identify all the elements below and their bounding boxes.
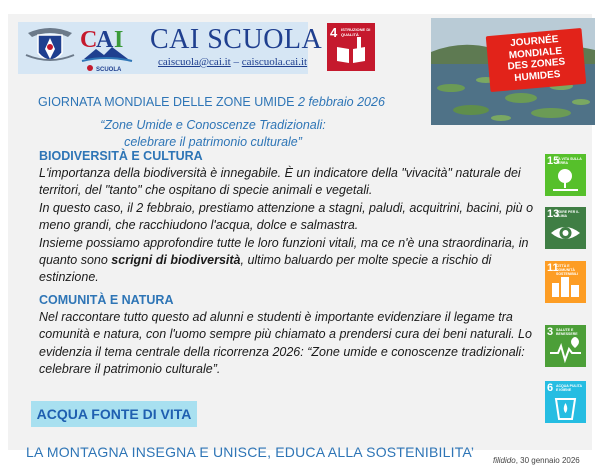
sdg-3-badge	[545, 325, 586, 367]
sdg-6-badge	[545, 381, 586, 423]
svg-text:I: I	[114, 27, 124, 53]
author-name: filidido	[493, 456, 516, 465]
svg-text:A: A	[96, 27, 114, 53]
highlight-text: scrigni di biodiversità	[111, 253, 241, 268]
sdg-number: 15	[547, 155, 560, 167]
event-title	[38, 95, 385, 109]
site-link[interactable]: caiscuola.cai.it	[241, 56, 308, 68]
contact-line	[158, 56, 307, 68]
paragraph: L'importanza della biodiversità è innegabile. È un indicatore della "vivacità" naturale dei territori, del "tanto" che ospitano di specie animali e vegetali.	[39, 166, 521, 198]
section-heading-community: COMUNITÀ E NATURA	[39, 293, 174, 307]
sdg-4-number: 4	[330, 25, 338, 40]
water-drop-icon	[545, 381, 586, 423]
book-pencil-icon	[327, 23, 375, 71]
event-theme-quote	[78, 117, 348, 151]
paragraph-text: Insieme possiamo approfondire tutte le loro funzioni vitali, ma ce n'è una straordinaria, in quanto sono	[39, 235, 529, 268]
email-link[interactable]: caiscuola@cai.it	[158, 56, 231, 68]
email-separator: –	[230, 56, 242, 68]
sdg-label: LA VITA SULLA TERRA	[556, 157, 582, 166]
badge-line-3: DES ZONES	[507, 56, 566, 73]
sdg-label: SALUTE E BENESSERE	[556, 328, 578, 337]
paragraph: Nel raccontare tutto questo ad alunni e studenti è importante evidenziare il legame tra comunità e natura, con l'uomo sempre più chiamato a prendersi cura dei beni naturali. Lo evidenzia il tema centrale della ricorrenza 2026: “Zone umide e conoscenze tradizionali: celebrare il patrimonio culturale”.	[39, 310, 532, 377]
event-date: 2 febbraio 2026	[298, 95, 385, 109]
sdg-number: 3	[547, 326, 554, 338]
cai-emblem-logo	[24, 25, 76, 71]
sdg-number: 13	[547, 208, 560, 220]
sdg-4-label: ISTRUZIONE DI QUALITÀ	[341, 27, 371, 37]
footer-motto: LA MONTAGNA INSEGNA E UNISCE, EDUCA ALLA SOSTENIBILITA’	[26, 444, 475, 460]
brand-title: CAI SCUOLA	[150, 24, 323, 55]
sdg-11-badge	[545, 261, 586, 303]
paragraph: In questo caso, il 2 febbraio, prestiamo attenzione a stagni, paludi, acquitrini, bacini, più o meno grandi, che racchiudono l'acqua, dolce e salmastra.	[39, 200, 534, 233]
eye-earth-icon	[545, 207, 586, 249]
sdg-15-badge	[545, 154, 586, 196]
paragraph-text: , ultimo baluardo per molte specie a rischio di estinzione.	[39, 253, 492, 285]
section-heading-biodiversity: BIODIVERSITÀ E CULTURA	[39, 149, 203, 163]
cai-scuola-logo	[78, 23, 136, 73]
sdg-label: CITTÀ E COMUNITÀ SOSTENIBILI	[556, 264, 578, 277]
quote-line-1: “Zone Umide e Conoscenze Tradizionali:	[100, 118, 326, 132]
credit-date: , 30 gennaio 2026	[515, 456, 580, 465]
sdg-4-badge	[327, 23, 375, 71]
section-body-community	[39, 309, 539, 379]
tree-icon	[545, 154, 586, 196]
sdg-label: ACQUA PULITA E IGIENE	[556, 384, 582, 393]
badge-line-2: MONDIALE	[508, 45, 563, 61]
city-icon	[545, 261, 586, 303]
logo-caption: SCUOLA	[96, 67, 122, 73]
sdg-number: 6	[547, 382, 554, 394]
heartbeat-icon	[545, 325, 586, 367]
sdg-number: 11	[547, 262, 559, 274]
svg-text:C: C	[80, 27, 98, 53]
event-name: GIORNATA MONDIALE DELLE ZONE UMIDE	[38, 95, 295, 109]
callout-water-source: ACQUA FONTE DI VITA	[31, 401, 197, 427]
slide	[8, 14, 592, 465]
badge-line-4: HUMIDES	[513, 68, 561, 84]
journee-badge	[486, 28, 587, 92]
badge-line-1: JOURNÉE	[509, 33, 559, 50]
section-body-biodiversity	[39, 165, 539, 287]
sdg-label: AGIRE PER IL CLIMA	[556, 210, 580, 219]
quote-line-2: celebrare il patrimonio culturale”	[124, 135, 302, 149]
paragraph	[39, 235, 539, 287]
sdg-13-badge	[545, 207, 586, 249]
